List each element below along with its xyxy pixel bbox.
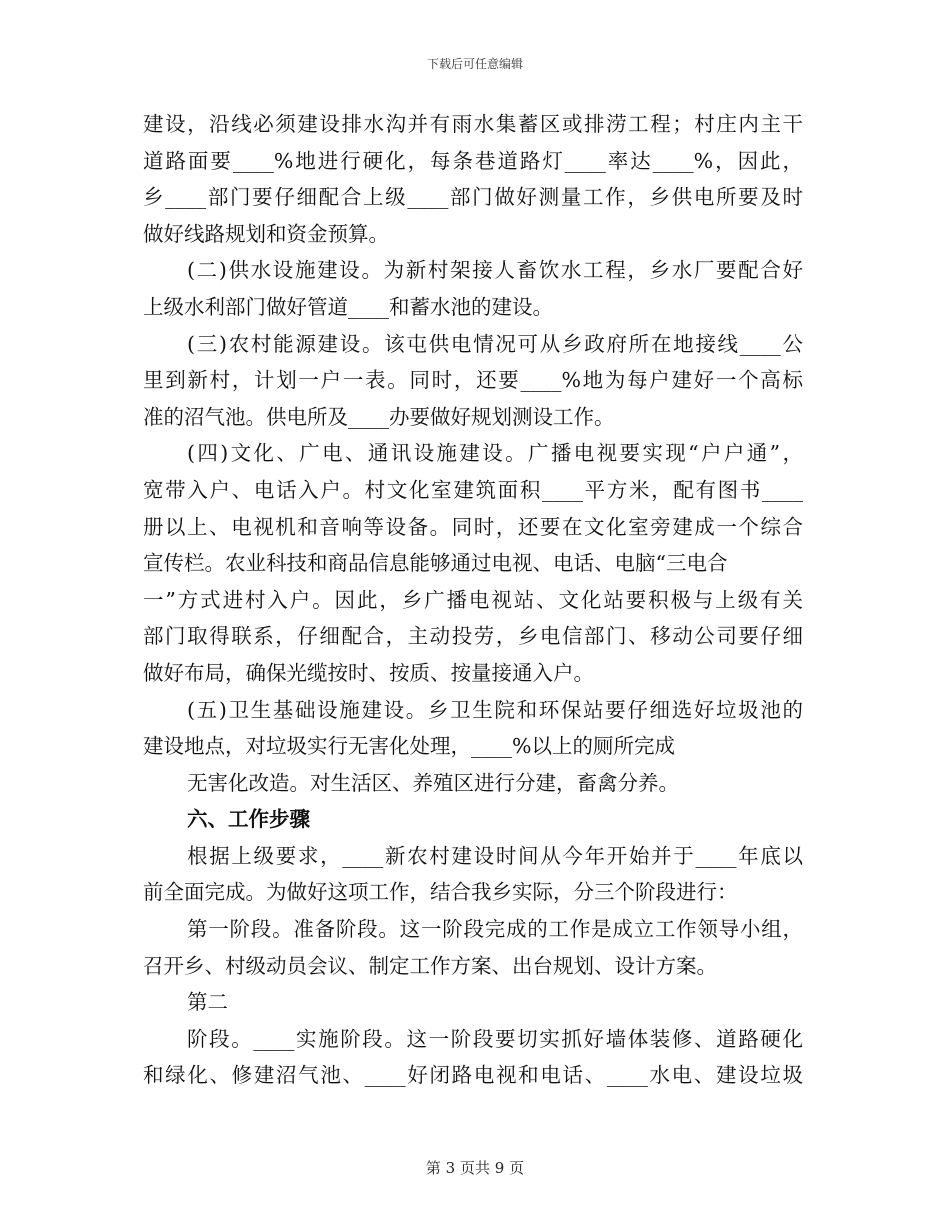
paragraph-line: 做好布局，确保光缆按时、按质、按量接通入户。: [143, 660, 594, 685]
paragraph-line: 一”方式进村入户。因此，乡广播电视站、文化站要积极与上级有关: [143, 587, 803, 612]
paragraph-line: 上级水利部门做好管道____和蓄水池的建设。: [143, 294, 553, 319]
paragraph-line: 准的沼气池。供电所及____办要做好规划测设工作。: [143, 404, 615, 429]
section-heading: 六、工作步骤: [187, 807, 310, 832]
paragraph-line: (五)卫生基础设施建设。乡卫生院和环保站要仔细选好垃圾池的: [187, 697, 803, 722]
paragraph-line: 第二: [187, 990, 228, 1015]
paragraph-line: 和绿化、修建沼气池、____好闭路电视和电话、____水电、建设垃圾: [143, 1063, 803, 1088]
paragraph-line: 第一阶段。准备阶段。这一阶段完成的工作是成立工作领导小组，: [187, 917, 803, 942]
paragraph-line: 建设地点，对垃圾实行无害化处理，____%以上的厕所完成: [143, 734, 675, 759]
paragraph-line: 部门取得联系，仔细配合，主动投劳，乡电信部门、移动公司要仔细: [143, 624, 803, 649]
page-header: 下载后可任意编辑: [426, 57, 523, 71]
paragraph-line: 宽带入户、电话入户。村文化室建筑面积____平方米，配有图书____: [143, 477, 803, 502]
paragraph-line: (三)农村能源建设。该屯供电情况可从乡政府所在地接线____公: [187, 331, 803, 356]
paragraph-line: 阶段。____实施阶段。这一阶段要切实抓好墙体装修、道路硬化: [187, 1026, 803, 1051]
paragraph-line: 册以上、电视机和音响等设备。同时，还要在文化室旁建成一个综合: [143, 514, 803, 539]
paragraph-line: 里到新村，计划一户一表。同时，还要____%地为每户建好一个高标: [143, 368, 803, 393]
paragraph-line: (二)供水设施建设。为新村架接人畜饮水工程，乡水厂要配合好: [187, 258, 803, 283]
paragraph-line: 做好线路规划和资金预算。: [143, 221, 389, 246]
page-footer: 第 3 页共 9 页: [425, 1159, 525, 1177]
paragraph-line: 召开乡、村级动员会议、制定工作方案、出台规划、设计方案。: [143, 953, 717, 978]
paragraph-line: 道路面要____%地进行硬化，每条巷道路灯____率达____%，因此，: [143, 148, 803, 173]
paragraph-line: 乡____部门要仔细配合上级____部门做好测量工作，乡供电所要及时: [143, 185, 803, 210]
paragraph-line: 根据上级要求，____新农村建设时间从今年开始并于____年底以: [187, 843, 803, 868]
paragraph-line: 建设，沿线必须建设排水沟并有雨水集蓄区或排涝工程；村庄内主干: [143, 112, 803, 136]
paragraph-line: 宣传栏。农业科技和商品信息能够通过电视、电话、电脑“三电合: [143, 551, 728, 576]
document-body: [143, 106, 803, 1094]
paragraph-line: 前全面完成。为做好这项工作，结合我乡实际，分三个阶段进行：: [143, 880, 738, 905]
paragraph-line: 无害化改造。对生活区、养殖区进行分建，畜禽分养。: [187, 770, 679, 795]
paragraph-line: (四)文化、广电、通讯设施建设。广播电视要实现“户户通”，: [187, 441, 803, 466]
